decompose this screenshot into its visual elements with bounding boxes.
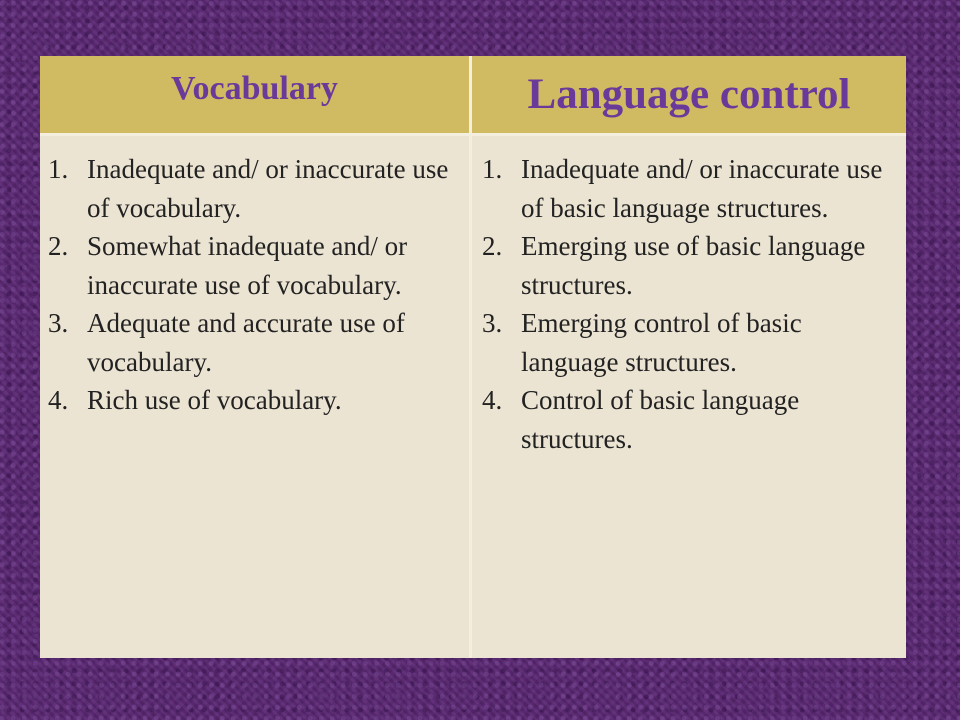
header-language-control: Language control (472, 56, 906, 136)
item-number: 2. (482, 231, 503, 261)
vocabulary-criteria-list (48, 150, 453, 420)
list-item (48, 150, 453, 227)
item-number: 3. (48, 308, 69, 338)
list-item (482, 304, 896, 381)
item-number: 3. (482, 308, 503, 338)
item-text: Inadequate and/ or inaccurate use of basic language structures. (521, 154, 883, 223)
vocabulary-criteria-cell (40, 136, 472, 658)
item-number: 2. (48, 231, 69, 261)
item-text: Emerging use of basic language structures. (521, 231, 866, 300)
language-control-criteria-list (482, 150, 896, 458)
list-item (48, 381, 453, 420)
language-control-criteria-cell (472, 136, 906, 658)
list-item (48, 304, 453, 381)
item-text: Adequate and accurate use of vocabulary. (87, 308, 405, 377)
item-number: 4. (482, 385, 503, 415)
item-text: Rich use of vocabulary. (87, 385, 342, 415)
item-text: Inadequate and/ or inaccurate use of vocabulary. (87, 154, 449, 223)
list-item (482, 381, 896, 458)
list-item (482, 150, 896, 227)
list-item (48, 227, 453, 304)
item-number: 1. (48, 154, 69, 184)
item-number: 1. (482, 154, 503, 184)
item-text: Emerging control of basic language structures. (521, 308, 802, 377)
header-vocabulary: Vocabulary (40, 56, 472, 136)
list-item (482, 227, 896, 304)
item-text: Somewhat inadequate and/ or inaccurate use of vocabulary. (87, 231, 408, 300)
item-text: Control of basic language structures. (521, 385, 800, 454)
item-number: 4. (48, 385, 69, 415)
rubric-table (40, 56, 906, 658)
